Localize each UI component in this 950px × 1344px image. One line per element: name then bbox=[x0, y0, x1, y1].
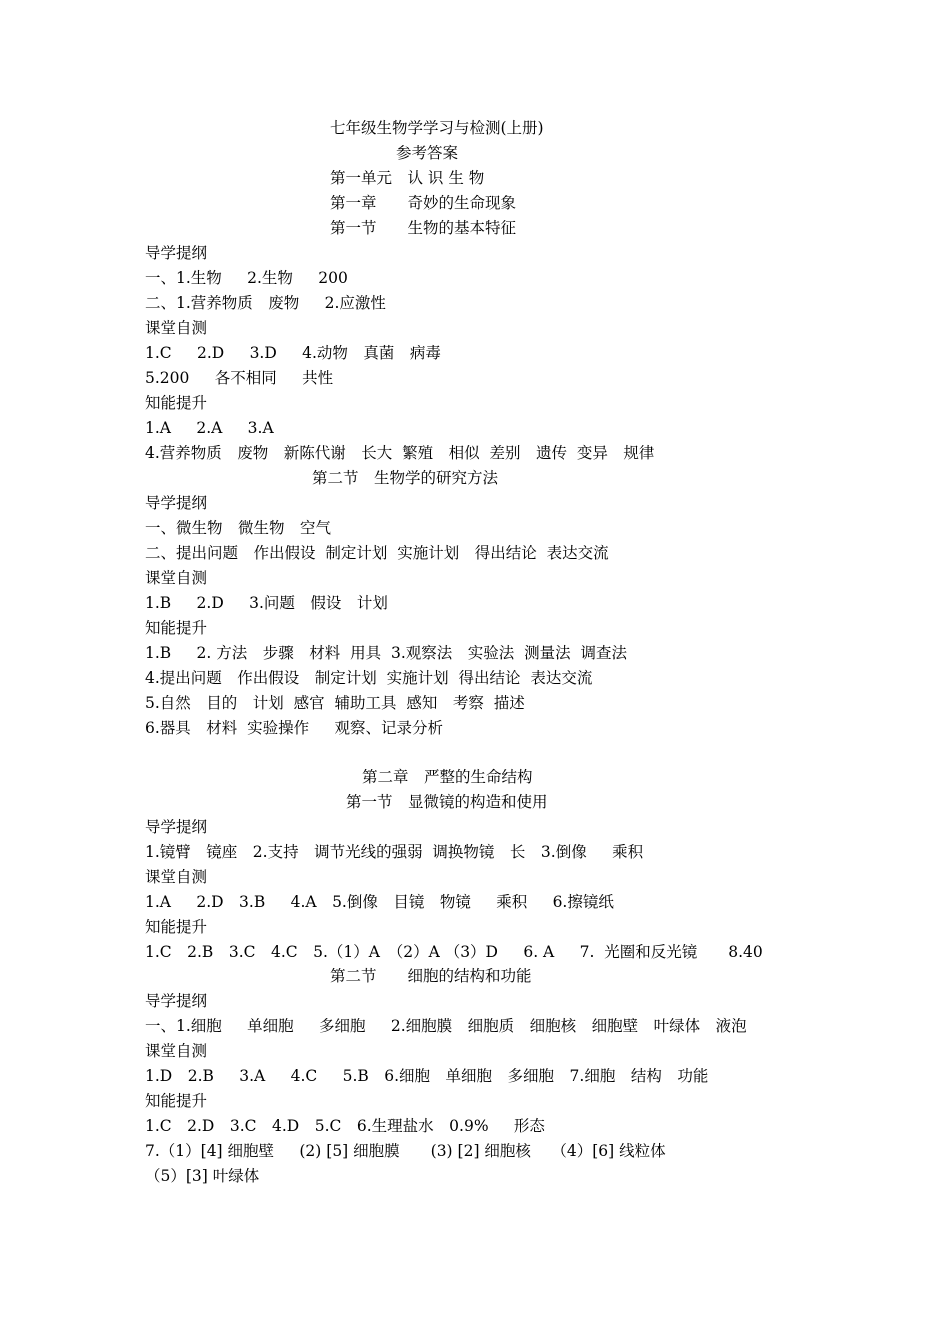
part-label: 导学提纲 bbox=[145, 494, 208, 512]
answer-line: 6.器具 材料 实验操作 观察、记录分析 bbox=[145, 719, 443, 737]
part-label: 课堂自测 bbox=[145, 569, 208, 587]
answer-line: 7.（1）[4] 细胞壁 (2) [5] 细胞膜 (3) [2] 细胞核 （4）[6] 线粒体 bbox=[145, 1142, 666, 1160]
answer-line: 1.C 2.B 3.C 4.C 5.（1）A （2）A （3）D 6. A 7. 光圈和反光镜 8.40 bbox=[145, 943, 763, 961]
answer-line: 1.A 2.A 3.A bbox=[145, 419, 274, 437]
answer-line: 4.提出问题 作出假设 制定计划 实施计划 得出结论 表达交流 bbox=[145, 669, 593, 687]
section-heading: 第一节 显微镜的构造和使用 bbox=[346, 793, 548, 811]
section-heading: 第二节 细胞的结构和功能 bbox=[330, 967, 532, 985]
answer-line: 5.200 各不相同 共性 bbox=[145, 369, 334, 387]
part-label: 课堂自测 bbox=[145, 868, 208, 886]
answer-line: 4.营养物质 废物 新陈代谢 长大 繁殖 相似 差别 遗传 变异 规律 bbox=[145, 444, 655, 462]
part-label: 知能提升 bbox=[145, 918, 208, 936]
document-subtitle: 参考答案 bbox=[396, 144, 459, 162]
answer-line: 二、提出问题 作出假设 制定计划 实施计划 得出结论 表达交流 bbox=[145, 544, 609, 562]
answer-line: 1.A 2.D 3.B 4.A 5.倒像 目镜 物镜 乘积 6.擦镜纸 bbox=[145, 893, 614, 911]
part-label: 课堂自测 bbox=[145, 319, 208, 337]
answer-line: 1.C 2.D 3.D 4.动物 真菌 病毒 bbox=[145, 344, 441, 362]
document-title: 七年级生物学学习与检测(上册) bbox=[330, 119, 544, 137]
chapter-heading: 第一章 奇妙的生命现象 bbox=[330, 194, 517, 212]
chapter-heading: 第二章 严整的生命结构 bbox=[362, 768, 533, 786]
part-label: 导学提纲 bbox=[145, 818, 208, 836]
answer-line: 1.D 2.B 3.A 4.C 5.B 6.细胞 单细胞 多细胞 7.细胞 结构 功能 bbox=[145, 1067, 709, 1085]
section-heading: 第二节 生物学的研究方法 bbox=[312, 469, 499, 487]
answer-line: 5.自然 目的 计划 感官 辅助工具 感知 考察 描述 bbox=[145, 694, 525, 712]
part-label: 知能提升 bbox=[145, 1092, 208, 1110]
part-label: 导学提纲 bbox=[145, 244, 208, 262]
answer-line: 1.C 2.D 3.C 4.D 5.C 6.生理盐水 0.9% 形态 bbox=[145, 1117, 545, 1135]
answer-line: 一、1.细胞 单细胞 多细胞 2.细胞膜 细胞质 细胞核 细胞壁 叶绿体 液泡 bbox=[145, 1017, 747, 1035]
part-label: 知能提升 bbox=[145, 394, 208, 412]
section-heading: 第一节 生物的基本特征 bbox=[330, 219, 517, 237]
answer-line: 1.B 2.D 3.问题 假设 计划 bbox=[145, 594, 388, 612]
unit-heading: 第一单元 认 识 生 物 bbox=[330, 169, 485, 187]
part-label: 导学提纲 bbox=[145, 992, 208, 1010]
answer-line: 一、微生物 微生物 空气 bbox=[145, 519, 332, 537]
answer-line: 二、1.营养物质 废物 2.应激性 bbox=[145, 294, 386, 312]
part-label: 知能提升 bbox=[145, 619, 208, 637]
part-label: 课堂自测 bbox=[145, 1042, 208, 1060]
answer-line: 一、1.生物 2.生物 200 bbox=[145, 269, 348, 287]
answer-line: 1.镜臂 镜座 2.支持 调节光线的强弱 调换物镜 长 3.倒像 乘积 bbox=[145, 843, 644, 861]
answer-line: 1.B 2. 方法 步骤 材料 用具 3.观察法 实验法 测量法 调查法 bbox=[145, 644, 627, 662]
answer-line: （5）[3] 叶绿体 bbox=[145, 1167, 260, 1185]
